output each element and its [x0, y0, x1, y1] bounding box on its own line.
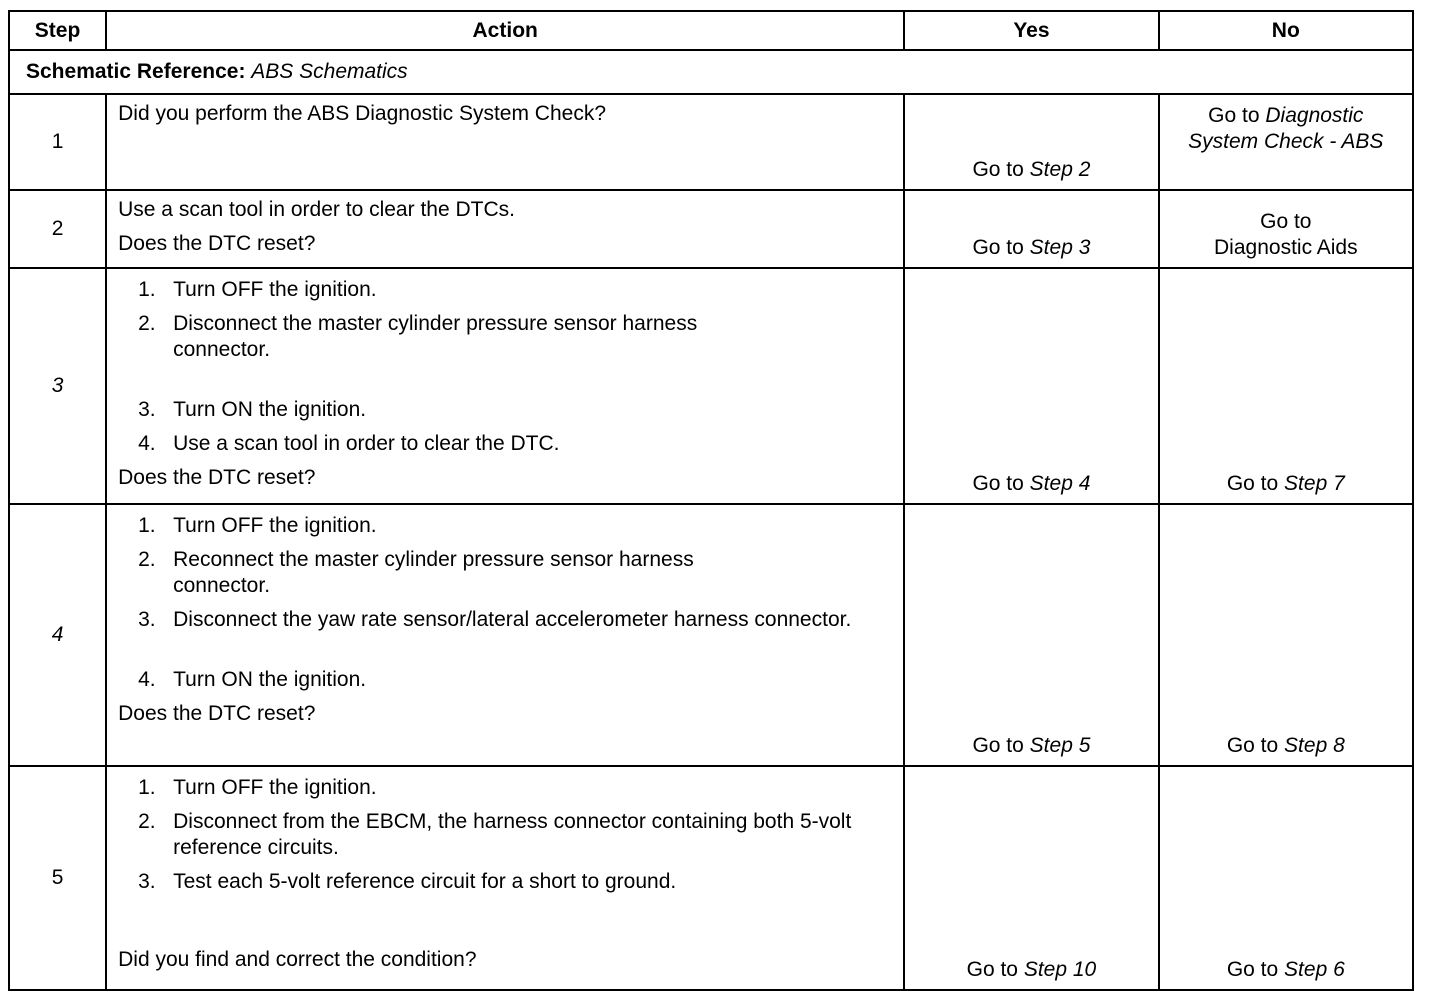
yes-prefix: Go to — [972, 472, 1024, 495]
schematic-label: Schematic Reference: — [26, 60, 246, 83]
no-cell — [1159, 94, 1413, 190]
list-item — [118, 547, 793, 599]
no-cell — [1159, 190, 1413, 268]
table-row — [9, 766, 1413, 990]
action-question: Does the DTC reset? — [118, 466, 316, 489]
no-cell — [1159, 268, 1413, 504]
no-target: Step 8 — [1284, 734, 1345, 757]
item-number: 4. — [138, 668, 156, 691]
item-number: 2. — [138, 810, 156, 833]
item-text: Turn OFF the ignition. — [173, 514, 377, 537]
schematic-value: ABS Schematics — [251, 60, 408, 83]
list-item — [118, 397, 893, 423]
no-line-1: Go to — [1260, 210, 1312, 233]
step-number: 1 — [9, 94, 106, 190]
yes-prefix: Go to — [972, 236, 1024, 259]
diagnostic-table — [8, 10, 1414, 991]
header-action: Action — [106, 11, 904, 50]
list-item — [118, 667, 893, 693]
list-item — [118, 311, 793, 363]
item-text: Turn OFF the ignition. — [173, 278, 377, 301]
list-item — [118, 513, 893, 539]
yes-cell — [904, 94, 1158, 190]
item-text: Reconnect the master cylinder pressure sensor harness connector. — [173, 548, 694, 597]
header-yes: Yes — [904, 11, 1158, 50]
item-number: 3. — [138, 398, 156, 421]
instruction-list — [118, 277, 893, 457]
action-cell — [106, 190, 904, 268]
list-item — [118, 775, 893, 801]
table-row — [9, 190, 1413, 268]
action-question: Did you find and correct the condition? — [118, 948, 477, 971]
item-text: Disconnect the master cylinder pressure sensor harness connector. — [173, 312, 698, 361]
yes-target: Step 5 — [1029, 734, 1091, 757]
header-step: Step — [9, 11, 106, 50]
action-question: Does the DTC reset? — [118, 232, 316, 255]
item-number: 3. — [138, 870, 156, 893]
schematic-row — [9, 50, 1413, 94]
step-number: 2 — [9, 190, 106, 268]
action-question: Does the DTC reset? — [118, 702, 316, 725]
no-line-1 — [1160, 103, 1412, 129]
item-number: 3. — [138, 608, 156, 631]
list-item — [118, 277, 893, 303]
item-number: 1. — [138, 776, 156, 799]
yes-target: Step 3 — [1029, 236, 1091, 259]
no-target: Step 6 — [1284, 958, 1345, 981]
action-cell — [106, 766, 904, 990]
no-target: Step 7 — [1284, 472, 1345, 495]
item-text: Test each 5-volt reference circuit for a short to ground. — [173, 870, 677, 893]
step-number: 4 — [9, 504, 106, 766]
item-text: Turn ON the ignition. — [173, 668, 367, 691]
no-prefix: Go to — [1226, 734, 1279, 757]
yes-prefix: Go to — [966, 958, 1018, 981]
action-question: Did you perform the ABS Diagnostic System Check? — [118, 102, 607, 125]
item-text: Turn OFF the ignition. — [173, 776, 377, 799]
table-row — [9, 504, 1413, 766]
no-prefix: Go to — [1208, 104, 1260, 127]
action-line: Use a scan tool in order to clear the DTCs. — [118, 198, 515, 221]
no-line-2: System Check - ABS — [1188, 130, 1384, 153]
item-number: 1. — [138, 514, 156, 537]
item-text: Turn ON the ignition. — [173, 398, 367, 421]
action-cell — [106, 268, 904, 504]
item-number: 2. — [138, 312, 156, 335]
list-item — [118, 809, 863, 861]
yes-target: Step 2 — [1029, 158, 1091, 181]
no-line-2: Diagnostic Aids — [1214, 236, 1358, 259]
item-number: 2. — [138, 548, 156, 571]
list-item — [118, 607, 863, 633]
table-row — [9, 268, 1413, 504]
no-target: Diagnostic — [1265, 104, 1364, 127]
schematic-reference — [9, 50, 1413, 94]
list-item — [118, 431, 893, 457]
no-cell — [1159, 766, 1413, 990]
item-text: Disconnect from the EBCM, the harness connector containing both 5-volt reference circuits. — [173, 810, 852, 859]
step-number: 5 — [9, 766, 106, 990]
item-text: Use a scan tool in order to clear the DTC. — [173, 432, 560, 455]
no-cell — [1159, 504, 1413, 766]
header-no: No — [1159, 11, 1413, 50]
list-item — [118, 869, 893, 895]
no-prefix: Go to — [1226, 472, 1279, 495]
item-number: 1. — [138, 278, 156, 301]
instruction-list — [118, 775, 893, 895]
item-text: Disconnect the yaw rate sensor/lateral accelerometer harness connector. — [173, 608, 852, 631]
yes-cell — [904, 190, 1158, 268]
yes-prefix: Go to — [972, 158, 1024, 181]
yes-prefix: Go to — [972, 734, 1024, 757]
action-cell — [106, 94, 904, 190]
instruction-list — [118, 513, 893, 693]
no-prefix: Go to — [1226, 958, 1279, 981]
yes-target: Step 4 — [1029, 472, 1091, 495]
header-row — [9, 11, 1413, 50]
yes-target: Step 10 — [1023, 958, 1097, 981]
yes-cell — [904, 504, 1158, 766]
step-number: 3 — [9, 268, 106, 504]
item-number: 4. — [138, 432, 156, 455]
table-row — [9, 94, 1413, 190]
yes-cell — [904, 268, 1158, 504]
yes-cell — [904, 766, 1158, 990]
action-cell — [106, 504, 904, 766]
